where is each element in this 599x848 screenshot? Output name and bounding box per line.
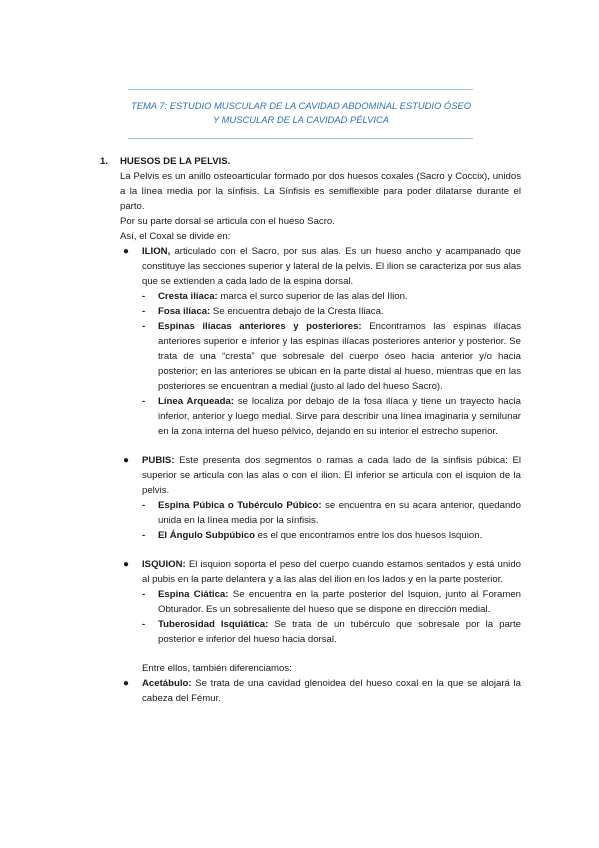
title-line-1: TEMA 7: ESTUDIO MUSCULAR DE LA CAVIDAD ABDOMINAL ESTUDIO ÓSEO <box>131 100 471 111</box>
dash-icon: - <box>142 396 146 407</box>
subitem-text: Se encuentra debajo de la Cresta Iliaca. <box>210 306 384 317</box>
acetabulo-label: Acetábulo: <box>142 678 192 689</box>
dash-icon: - <box>142 306 146 317</box>
title-line-2: Y MUSCULAR DE LA CAVIDAD PÉLVICA <box>212 114 390 125</box>
ilion-subitem-espinas <box>96 319 521 394</box>
subitem-text: se localiza por debajo de la fosa ilíaca y tiene un trayecto hacia inferior, anterior y luego medial. Sirve para describir una línea imaginaria y semilunar en la zona interna del hueso pélvico, dejando en su interior el estrecho superior. <box>158 396 521 437</box>
isquion-subitem-espina <box>96 587 521 617</box>
dash-icon: - <box>142 500 146 511</box>
subitem-text: Se encuentra en la parte posterior del Isquion, junto al Foramen Obturador. Es un sobresaliente del hueso que se dispone en dirección medial. <box>158 589 521 615</box>
bullet-ilion <box>96 244 521 289</box>
title-top-rule <box>128 89 473 90</box>
bullet-pubis <box>96 453 521 498</box>
isquion-text: El isquion soporta el peso del cuerpo cuando estamos sentados y está unido al pubis en la parte delantera y a las alas del ilion en los lados y en la parte posterior. <box>142 559 521 585</box>
subitem-label: Espina Púbica o Tubérculo Púbico: <box>158 500 322 511</box>
bullet-isquion <box>96 557 521 587</box>
dash-icon: - <box>142 530 146 541</box>
ilion-text: articulado con el Sacro, por sus alas. Es un hueso ancho y acampanado que constituye las secciones superior y lateral de la pelvis. El ilion se caracteriza por sus alas que se extienden a cada lado de la espina dorsal. <box>142 246 521 287</box>
bullet-icon: ● <box>123 455 130 466</box>
bullet-acetabulo <box>96 676 521 706</box>
entre-paragraph: Entre ellos, también diferenciamos: <box>142 663 292 674</box>
divide-paragraph: Así, el Coxal se divide en: <box>120 231 231 242</box>
acetabulo-text: Se trata de una cavidad glenoidea del hueso coxal en la que se alojará la cabeza del Fémur. <box>142 678 521 704</box>
subitem-label: El Ángulo Subpúbico <box>158 530 255 541</box>
dash-icon: - <box>142 291 146 302</box>
subitem-label: Fosa ilíaca: <box>158 306 211 317</box>
subitem-label: Espinas ilíacas anteriores y posteriores: <box>158 321 362 332</box>
page-title <box>120 99 482 127</box>
subitem-text: Encontramos las espinas ilíacas anteriores superior e inferior y las espinas ilíacas posteriores anterior y posterior. Se trata de una “cresta” que sobresale del cuerpo óseo hacia anterior y/o hacia posterior; en las anteriores se ubican en la parte distal al hueso, mientras que en las posteriores se encuentran a medial (justo al lado del hueso Sacro). <box>158 321 521 392</box>
subitem-text: se encuentra en su acara anterior, quedando unida en la línea media por la sínfisis. <box>158 500 521 526</box>
ilion-label: ILION, <box>142 246 171 257</box>
intro-paragraph: La Pelvis es un anillo osteoarticular formado por dos huesos coxales (Sacro y Coccix), unidos a la línea media por la sínfisis. La Sínfisis es semiflexible para poder dilatarse durante el parto. <box>120 171 521 212</box>
pubis-text: Este presenta dos segmentos o ramas a cada lado de la sínfisis púbica: El superior se articula con las alas o con el ilion. El inferior se articula con el isquion de la pelvis. <box>142 455 521 496</box>
dash-icon: - <box>142 619 146 630</box>
ilion-subitem-fosa <box>96 304 521 319</box>
isquion-label: ISQUION: <box>142 559 186 570</box>
section-title: HUESOS DE LA PELVIS. <box>120 156 231 167</box>
bullet-icon: ● <box>123 559 130 570</box>
bullet-icon: ● <box>123 678 130 689</box>
pubis-subitem-espina <box>96 498 521 528</box>
dash-icon: - <box>142 589 146 600</box>
subitem-label: Línea Arqueada: <box>158 396 235 407</box>
isquion-subitem-tuberosidad <box>96 617 521 647</box>
ilion-subitem-cresta <box>96 289 521 304</box>
subitem-text: es el que encontramos entre los dos huesos Isquion. <box>255 530 483 541</box>
subitem-text: Se trata de un tubérculo que sobresale por la parte posterior e inferior del hueso hacia dorsal. <box>158 619 521 645</box>
section-heading <box>96 154 521 169</box>
subitem-label: Tuberosidad Isquiática: <box>158 619 269 630</box>
section-number: 1. <box>100 156 109 167</box>
pubis-label: PUBIS: <box>142 455 175 466</box>
title-bottom-rule <box>128 138 473 139</box>
ilion-subitem-linea <box>96 394 521 439</box>
bullet-icon: ● <box>123 246 130 257</box>
subitem-label: Espina Ciática: <box>158 589 229 600</box>
dash-icon: - <box>142 321 146 332</box>
pubis-subitem-angulo <box>96 528 521 543</box>
document-body <box>96 154 521 706</box>
subitem-label: Cresta ilíaca: <box>158 291 218 302</box>
dorsal-paragraph: Por su parte dorsal se articula con el hueso Sacro. <box>120 216 335 227</box>
subitem-text: marca el surco superior de las alas del Ilion. <box>217 291 408 302</box>
